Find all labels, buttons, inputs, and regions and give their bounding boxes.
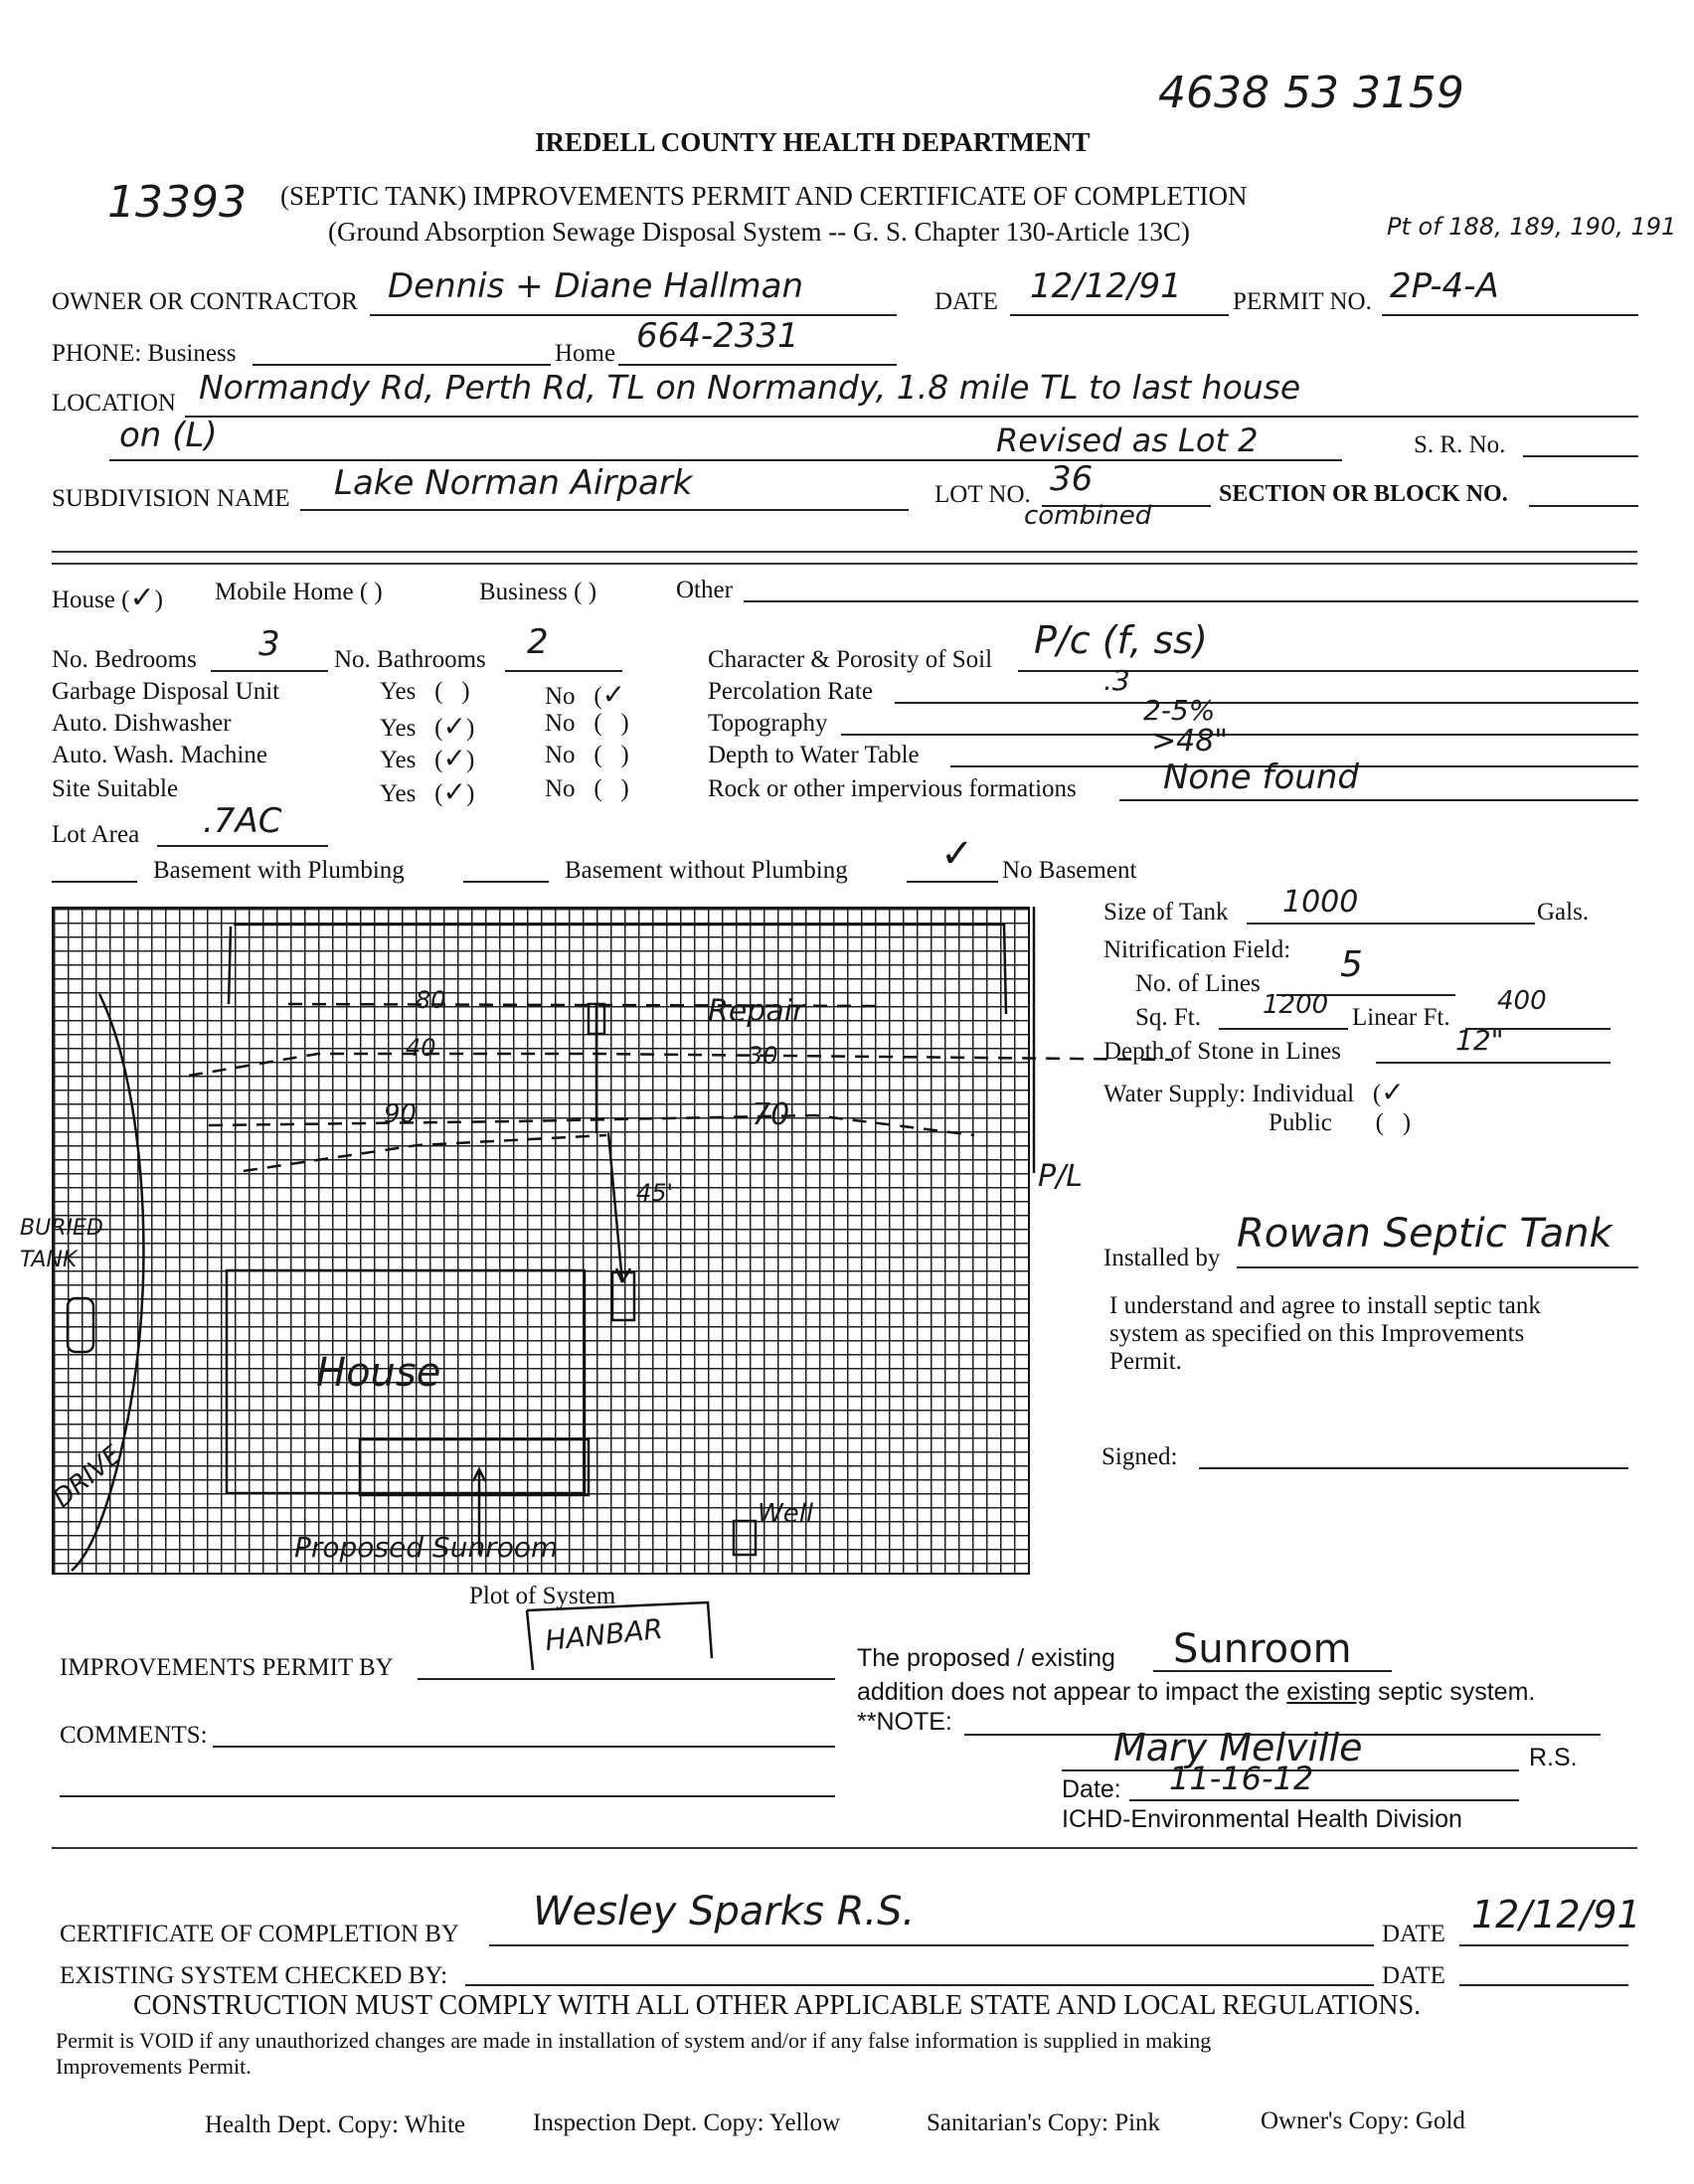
sqft-label: Sq. Ft. xyxy=(1135,1004,1202,1031)
plot-label-sunroom: Proposed Sunroom xyxy=(294,1531,559,1564)
lines-value: 5 xyxy=(1340,944,1363,985)
permit-value: 2P-4-A xyxy=(1390,266,1499,306)
line-40 xyxy=(189,1054,1173,1076)
plot-label-40: 40 xyxy=(406,1034,436,1062)
certificate-label: CERTIFICATE OF COMPLETION BY xyxy=(60,1921,459,1947)
porosity-value: P/c (f, ss) xyxy=(1034,618,1208,662)
checked-by-label: EXISTING SYSTEM CHECKED BY: xyxy=(60,1962,448,1989)
rock-value: None found xyxy=(1163,757,1359,797)
mobile-home-option: Mobile Home ( ) xyxy=(215,579,383,605)
dishwasher-label: Auto. Dishwasher xyxy=(52,710,232,737)
plot-label-well: Well xyxy=(758,1499,814,1529)
wash-no: No ( ) xyxy=(545,742,629,768)
dishwasher-no: No ( ) xyxy=(545,710,629,737)
other-option: Other xyxy=(676,577,733,603)
home-label: Home xyxy=(555,340,616,367)
site-yes: Yes (✓) xyxy=(380,775,475,808)
plot-label-90: 90 xyxy=(384,1099,418,1129)
void-notice-2: Improvements Permit. xyxy=(56,2054,252,2079)
tank-size-value: 1000 xyxy=(1282,885,1359,920)
no-basement: No Basement xyxy=(1002,857,1137,884)
topography-value: 2-5% xyxy=(1143,694,1216,727)
nitrification-label: Nitrification Field: xyxy=(1103,936,1291,963)
note-date-value: 11-16-12 xyxy=(1169,1760,1314,1797)
sr-label: S. R. No. xyxy=(1414,431,1506,458)
repair-area-outline xyxy=(234,924,1006,1014)
plot-label-house: House xyxy=(316,1350,441,1396)
linear-label: Linear Ft. xyxy=(1352,1004,1450,1031)
sqft-value: 1200 xyxy=(1263,990,1329,1020)
rock-label: Rock or other impervious formations xyxy=(708,775,1077,802)
tank-size-label: Size of Tank xyxy=(1103,899,1229,925)
plot-caption: Plot of System xyxy=(469,1583,616,1609)
home-phone: 664-2331 xyxy=(636,316,799,356)
location-value-2: on (L) xyxy=(119,416,218,455)
business-option: Business ( ) xyxy=(479,579,597,605)
wash-machine-label: Auto. Wash. Machine xyxy=(52,742,267,768)
site-no: No ( ) xyxy=(545,775,629,802)
plot-label-drive: DRIVE xyxy=(48,1439,128,1514)
house-check: ✓ xyxy=(129,581,155,615)
location-label: LOCATION xyxy=(52,390,176,417)
pipe-arrow-head xyxy=(616,1268,630,1282)
well-symbol xyxy=(734,1521,756,1555)
water-supply-individual: Water Supply: Individual (✓ xyxy=(1103,1076,1405,1108)
lines-label: No. of Lines xyxy=(1135,970,1261,997)
basement-without-plumbing: Basement without Plumbing xyxy=(565,857,848,884)
certificate-date-value: 12/12/91 xyxy=(1471,1893,1641,1936)
comments-label: COMMENTS: xyxy=(60,1722,208,1749)
garbage-label: Garbage Disposal Unit xyxy=(52,678,280,705)
copy-inspection: Inspection Dept. Copy: Yellow xyxy=(533,2109,841,2136)
repair-area-side xyxy=(229,926,231,1004)
plot-label-repair: Repair xyxy=(708,994,805,1029)
note-date-label: Date: xyxy=(1062,1775,1121,1803)
linear-value: 400 xyxy=(1497,986,1547,1016)
comply-notice: CONSTRUCTION MUST COMPLY WITH ALL OTHER APPLICABLE STATE AND LOCAL REGULATIONS. xyxy=(133,1990,1422,2021)
sunroom-statement: addition does not appear to impact the existing septic system. xyxy=(857,1678,1536,1706)
rs-label: R.S. xyxy=(1529,1744,1578,1771)
bedrooms-value: 3 xyxy=(258,624,280,664)
checked-date-label: DATE xyxy=(1382,1962,1445,1989)
permit-by-label: IMPROVEMENTS PERMIT BY xyxy=(60,1654,394,1681)
revised-note: Revised as Lot 2 xyxy=(996,421,1259,459)
owner-label: OWNER OR CONTRACTOR xyxy=(52,288,358,315)
house-option: House (✓) xyxy=(52,581,163,615)
certificate-value: Wesley Sparks R.S. xyxy=(533,1889,916,1934)
copy-owner: Owner's Copy: Gold xyxy=(1261,2107,1465,2134)
agreement-line-2: system as specified on this Improvements xyxy=(1109,1320,1525,1347)
stone-value: 12" xyxy=(1455,1024,1504,1057)
division-label: ICHD-Environmental Health Division xyxy=(1062,1805,1462,1833)
pt-note: Pt of 188, 189, 190, 191 xyxy=(1387,213,1677,241)
plot-label-pl: P/L xyxy=(1038,1159,1083,1194)
lot-note: combined xyxy=(1024,501,1152,531)
perc-value: .3 xyxy=(1103,664,1130,697)
dishwasher-yes: Yes (✓) xyxy=(380,710,475,743)
permit-label: PERMIT NO. xyxy=(1233,288,1372,315)
owner-value: Dennis + Diane Hallman xyxy=(388,266,803,306)
line-lower xyxy=(244,1135,606,1171)
bathrooms-label: No. Bathrooms xyxy=(334,646,486,673)
copy-health: Health Dept. Copy: White xyxy=(205,2111,465,2138)
water-table-value: >48" xyxy=(1151,724,1229,758)
bedrooms-label: No. Bedrooms xyxy=(52,646,197,673)
sunroom-outline xyxy=(360,1439,589,1495)
date-label: DATE xyxy=(934,288,998,315)
perc-label: Percolation Rate xyxy=(708,678,873,705)
gals-label: Gals. xyxy=(1537,899,1590,925)
stone-label: Depth of Stone in Lines xyxy=(1103,1038,1341,1065)
form-number: 13393 xyxy=(107,177,247,228)
subdivision-label: SUBDIVISION NAME xyxy=(52,485,290,512)
tank-pipe xyxy=(608,1133,622,1282)
form-subtitle: (Ground Absorption Sewage Disposal System -- G. S. Chapter 130-Article 13C) xyxy=(328,217,1190,247)
certificate-date-label: DATE xyxy=(1382,1921,1445,1947)
date-value: 12/12/91 xyxy=(1030,266,1182,306)
garbage-yes: Yes ( ) xyxy=(380,678,470,705)
installed-label: Installed by xyxy=(1103,1245,1221,1271)
lot-label: LOT NO. xyxy=(934,481,1031,508)
line-90 xyxy=(209,1115,974,1135)
agency-name: IREDELL COUNTY HEALTH DEPARTMENT xyxy=(535,127,1091,157)
plot-label-45: 45' xyxy=(636,1179,674,1207)
porosity-label: Character & Porosity of Soil xyxy=(708,646,993,673)
lot-value: 36 xyxy=(1050,459,1094,499)
section-label: SECTION OR BLOCK NO. xyxy=(1219,481,1508,507)
lot-area-label: Lot Area xyxy=(52,821,140,848)
permit-stamp: HANBAR xyxy=(543,1611,665,1658)
phone-label: PHONE: Business xyxy=(52,340,237,367)
lot-area-value: .7AC xyxy=(203,801,282,841)
basement-with-plumbing: Basement with Plumbing xyxy=(153,857,405,884)
water-supply-public: Public ( ) xyxy=(1269,1109,1412,1136)
plot-label-30: 30 xyxy=(748,1042,778,1070)
void-notice-1: Permit is VOID if any unauthorized changes are made in installation of system and/or if any false information is supplied in making xyxy=(56,2028,1212,2053)
location-value: Normandy Rd, Perth Rd, TL on Normandy, 1.8 mile TL to last house xyxy=(199,368,1301,407)
plot-label-80: 80 xyxy=(416,986,446,1014)
plot-label-70: 70 xyxy=(752,1097,790,1132)
site-suitable-label: Site Suitable xyxy=(52,775,179,802)
signed-label: Signed: xyxy=(1101,1443,1178,1470)
topography-label: Topography xyxy=(708,710,828,737)
buried-tank-symbol xyxy=(68,1298,93,1352)
agreement-line-3: Permit. xyxy=(1109,1348,1182,1375)
garbage-no: No (✓ xyxy=(545,678,626,711)
sunroom-prefix: The proposed / existing xyxy=(857,1644,1115,1672)
copy-sanitarian: Sanitarian's Copy: Pink xyxy=(927,2109,1161,2136)
subdivision-value: Lake Norman Airpark xyxy=(334,463,693,503)
agreement-line-1: I understand and agree to install septic tank xyxy=(1109,1292,1541,1319)
sanitarian-signature: Mary Melville xyxy=(1113,1726,1363,1769)
plot-label-buried-tank: BURIED TANK xyxy=(20,1216,103,1272)
parcel-number: 4638 53 3159 xyxy=(1158,68,1464,118)
form-title: (SEPTIC TANK) IMPROVEMENTS PERMIT AND CERTIFICATE OF COMPLETION xyxy=(280,181,1248,211)
sunroom-value: Sunroom xyxy=(1173,1626,1352,1672)
bathrooms-value: 2 xyxy=(527,622,549,662)
wash-yes: Yes (✓) xyxy=(380,742,475,774)
sunroom-note-label: **NOTE: xyxy=(857,1708,952,1736)
installed-value: Rowan Septic Tank xyxy=(1237,1211,1612,1257)
water-table-label: Depth to Water Table xyxy=(708,742,920,768)
no-basement-check: ✓ xyxy=(940,831,974,877)
